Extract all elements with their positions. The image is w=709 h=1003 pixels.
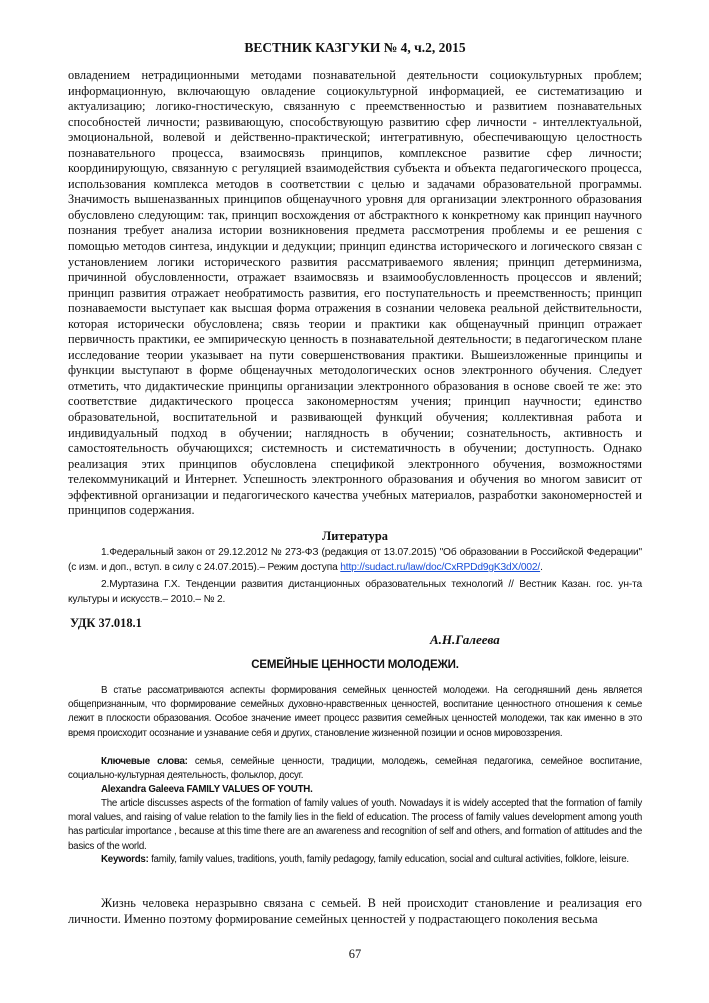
reference-1-tail: .: [540, 562, 543, 573]
reference-1-link[interactable]: http://sudact.ru/law/doc/CxRPDd9gK3dX/002/: [340, 562, 541, 573]
literature-heading: Литература: [322, 529, 388, 543]
body-paragraph: овладением нетрадиционными методами познавательной деятельности социокультурных проблем; информационную, включающую овладение социокультурной информацией, ее систематизацию и актуализацию; логико-гностическую, связанную с преемственностью и развитием познавательных способностей личности; развивающую, способствующую развитию сфер личности - интеллектуальной, эмоциональной, волевой и действенно-практической; интегративную, обеспечивающую целостность познавательного процесса, взаимосвязь принципов, комплексное развитие сфер личности; координирующую, связанную с регуляцией взаимодействия субъекта и объекта педагогического процесса, использования комплекса методов в соответствии с целью и задачами образовательной программы. Значимость вышеназванных принципов общенаучного уровня для организации электронного образования обусловлено следующим: так, принцип восхождения от абстрактного к конкретному как принцип научного познания требует анализа истории возникновения предмета рассмотрения проблемы и ее решения с помощью методов синтеза, индукции и дедукции; принцип единства исторического и логического связан с установлением логики исторического развития рассматриваемого явления; принцип детерминизма, причинной обусловленности, отражает взаимосвязь и взаимообусловленность процессов и явлений; принцип развития отражает необратимость развития, его поступательность и преемственность; принцип познаваемости выступает как высшая форма отражения в сознании человека реальной действительности, которая исторически обусловлена; связь теории и практики как общенаучный принцип отражает первичность практики, ее эмпирическую ценность в познавательной деятельности; в педагогическом плане исследование теории указывает на пути совершенствования практики. Вышеизложенные принципы и функции выступают в форме общенаучных методологических основ электронного обучения. Следует отметить, что дидактические принципы организации электронного образования в основе своей те же: это соответствие дидактического процесса закономерностям учения; принцип научности; единство образовательной, воспитательной и развивающей функций обучения; коллективная работа и индивидуальный подход в обучении; наглядность в обучении; сознательность, активность и самостоятельность обучающихся; системность и систематичность в обучении; доступность. Однако реализация этих принципов обусловлена спецификой электронного обучения, возможностями телекоммуникаций и Интернет. Успешность электронного образования и обучения во многом зависит от эффективной организации и педагогического качества учебных материалов, разработки закономерностей и принципов содержания.: [68, 68, 642, 518]
abstract-english: The article discusses aspects of the formation of family values of youth. Nowadays it is widely accepted that the formation of family moral values, and raising of value relation to the family lies in the field of education. The process of family values development among youth has particular importance , because at this time there are an awareness and recognition of self and others, and formation of attitudes and the basics of the world.: [68, 798, 642, 852]
udk-code: УДК 37.018.1: [70, 616, 142, 630]
english-title: Alexandra Galeeva FAMILY VALUES OF YOUTH.: [101, 784, 313, 795]
keywords-english-text: family, family values, traditions, youth, family pedagogy, family education, social and cultural activities, folklore, leisure.: [148, 854, 629, 865]
article-author: А.Н.Галеева: [430, 632, 500, 647]
keywords-russian-label: Ключевые слова:: [101, 756, 188, 767]
abstract-russian: В статье рассматриваются аспекты формирования семейных ценностей молодежи. На сегодняшний день является общепризнанным, что формирование семейных духовно-нравственных ценностей, воспитание ценностного отношения к семье лежит в плоскости образования. Особое значение имеет процесс развития семейных ценностей молодежи, так как именно в это время происходит осознание и узнавание себя и других, становление жизненной позиции и основ мировоззрения.: [68, 685, 642, 739]
article-title: СЕМЕЙНЫЕ ЦЕННОСТИ МОЛОДЕЖИ.: [251, 659, 459, 671]
keywords-english: [68, 853, 642, 867]
reference-1-text: 1.Федеральный закон от 29.12.2012 № 273-ФЗ (редакция от 13.07.2015) "Об образовании в Российской Федерации" (с изм. и доп., вступ. в силу с 24.07.2015).– Режим доступа: [68, 547, 642, 573]
reference-1: [68, 545, 642, 575]
keywords-russian: [68, 755, 642, 783]
journal-header: ВЕСТНИК КАЗГУКИ № 4, ч.2, 2015: [244, 40, 466, 55]
page-number: 67: [348, 947, 362, 961]
keywords-english-label: Keywords:: [101, 854, 149, 865]
keywords-russian-text: семья, семейные ценности, традиции, молодежь, семейная педагогика, семейное воспитание, социально-культурная деятельность, фольклор, досуг.: [68, 756, 642, 782]
reference-2: 2.Муртазина Г.Х. Тенденции развития дистанционных образовательных технологий // Вестник Казан. гос. ун-та культуры и искусств.– 2010.– № 2.: [68, 579, 642, 605]
article-body-start: Жизнь человека неразрывно связана с семьей. В ней происходит становление и реализация его личности. Именно поэтому формирование семейных ценностей у подрастающего поколения весьма: [68, 896, 642, 926]
